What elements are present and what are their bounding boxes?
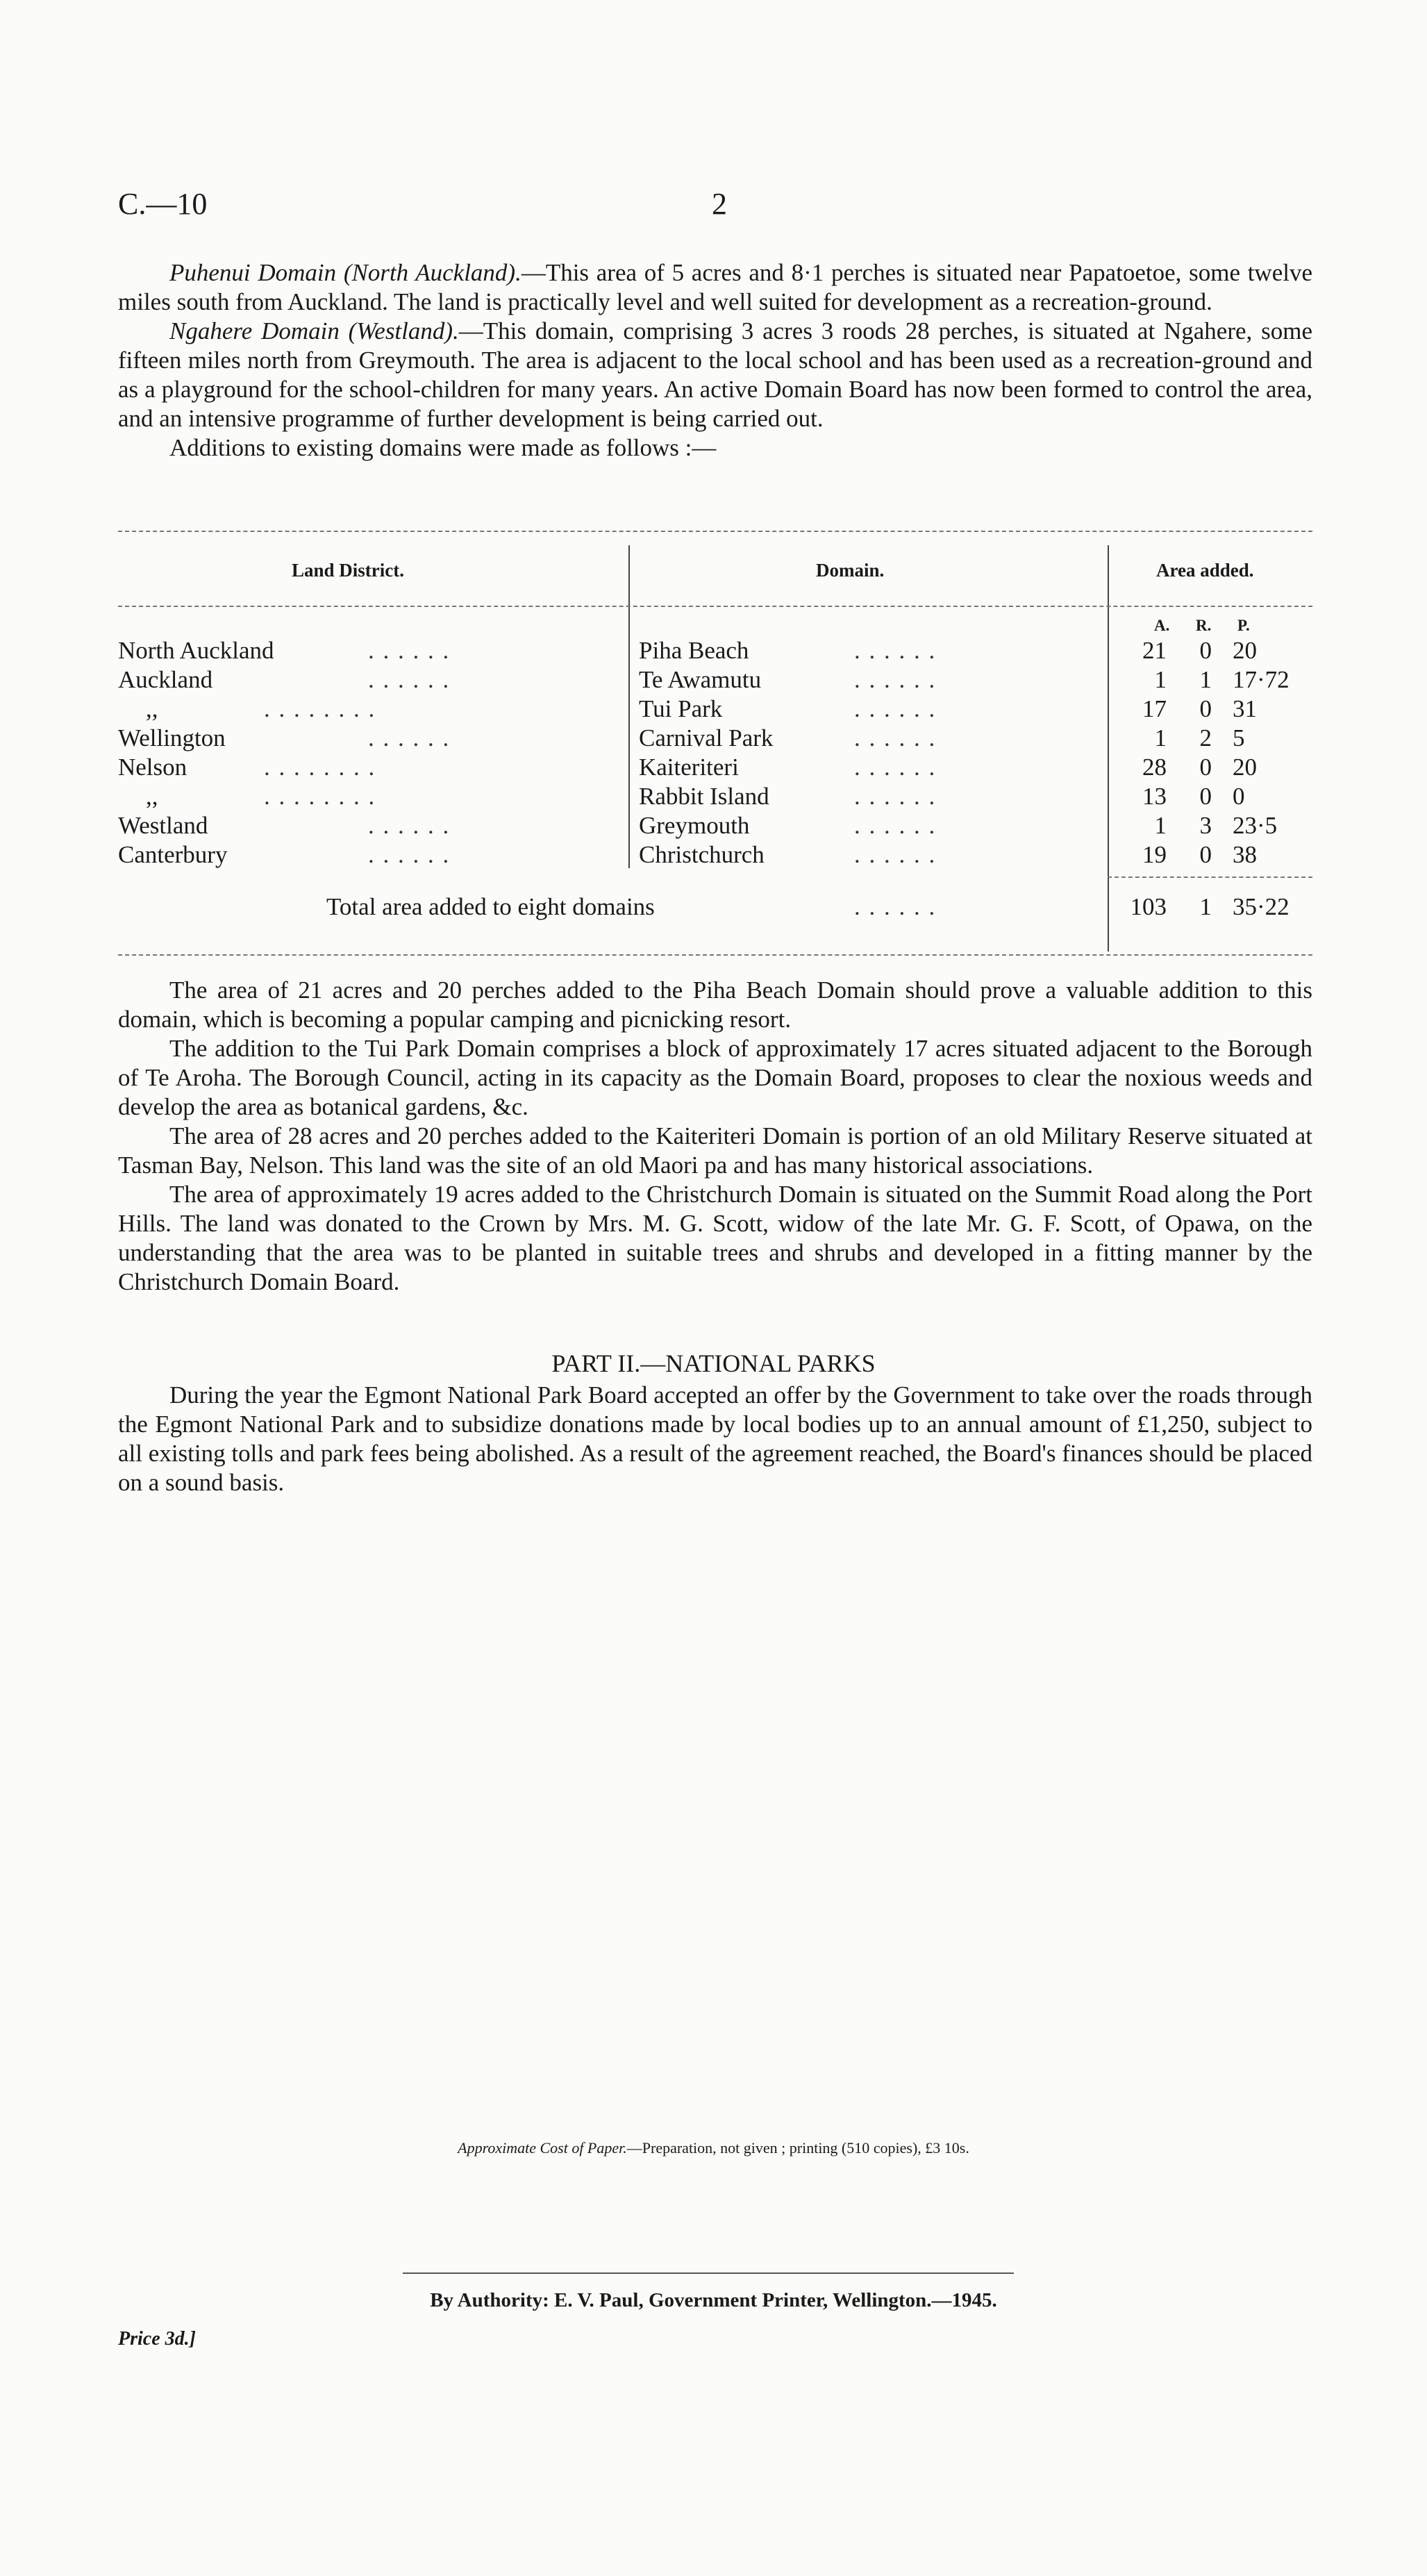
document-code: C.—10 xyxy=(118,187,208,221)
land-district: Canterbury xyxy=(118,841,228,868)
authority-line: By Authority: E. V. Paul, Government Printer, Wellington.—1945. xyxy=(430,2289,997,2311)
table-header-rule xyxy=(118,606,1312,607)
leader-dots: . . . . . . xyxy=(854,841,937,868)
acres: 28 xyxy=(1142,754,1167,781)
puhenui-text: —This area of 5 acres and 8·1 perches is situated near Papatoetoe, some twelve miles south from Auckland. The land is practically level and well suited for development as a recreation-ground. xyxy=(118,259,1312,315)
perches: 17·72 xyxy=(1233,666,1290,693)
header-divider-2 xyxy=(1108,545,1109,615)
acres: 1 xyxy=(1154,666,1167,693)
acres: 19 xyxy=(1142,841,1167,868)
domain-name: Greymouth xyxy=(639,812,750,839)
col-area-added: Area added. xyxy=(1156,560,1254,581)
leader-dots: . . . . . . xyxy=(368,666,451,693)
table-row xyxy=(118,724,1312,754)
table-row xyxy=(118,637,1312,666)
roods: 0 xyxy=(1199,637,1212,664)
egmont-paragraph: During the year the Egmont National Park Board accepted an offer by the Government to take over the roads through the Egmont National Park and to subsidize donations made by local bodies up to an annual amount of £1,250, subject to all existing tolls and park fees being abolished. As a result of the agreement reached, the Board's finances should be placed on a sound basis. xyxy=(118,1381,1312,1496)
leader-dots: . . . . . . xyxy=(368,724,451,751)
total-roods: 1 xyxy=(1199,893,1212,920)
roods: 1 xyxy=(1199,666,1212,693)
additions-intro: Additions to existing domains were made as follows :— xyxy=(169,434,717,461)
perches: 23·5 xyxy=(1233,812,1278,839)
leader-dots: . . . . . . xyxy=(854,695,937,722)
domain-name: Te Awamutu xyxy=(639,666,762,693)
perches: 20 xyxy=(1233,754,1257,781)
acres: 17 xyxy=(1142,695,1167,722)
puhenui-paragraph xyxy=(118,258,1312,317)
ngahere-paragraph xyxy=(118,317,1312,433)
perches: 5 xyxy=(1233,724,1245,751)
domain-name: Tui Park xyxy=(639,695,723,722)
table-row xyxy=(118,754,1312,783)
roods: 0 xyxy=(1199,841,1212,868)
total-acres: 103 xyxy=(1130,893,1167,920)
leader-dots: . . . . . . xyxy=(368,812,451,839)
sub-roods: R. xyxy=(1196,617,1212,634)
acres: 1 xyxy=(1154,724,1167,751)
sub-acres: A. xyxy=(1154,617,1170,634)
kaiteriteri-paragraph: The area of 28 acres and 20 perches added to the Kaiteriteri Domain is portion of an old Military Reserve situated at Tasman Bay, Nelson. This land was the site of an old Maori pa and has many historical associations. xyxy=(118,1122,1312,1179)
leader-dots: . . . . . . xyxy=(854,812,937,839)
domain-name: Christchurch xyxy=(639,841,765,868)
land-district: Wellington xyxy=(118,724,226,751)
cost-text: —Preparation, not given ; printing (510 copies), £3 10s. xyxy=(626,2139,969,2157)
land-district: ,, xyxy=(146,695,158,722)
perches: 31 xyxy=(1233,695,1257,722)
puhenui-title: Puhenui Domain (North Auckland). xyxy=(169,259,521,286)
footer-rule xyxy=(403,2272,1014,2274)
leader-dots: . . . . . . xyxy=(368,637,451,664)
acres: 21 xyxy=(1142,637,1167,664)
land-district: Nelson xyxy=(118,754,187,781)
total-label: Total area added to eight domains xyxy=(326,893,655,920)
leader-dots: . . . . . . . . xyxy=(264,783,376,810)
leader-dots: . . . . . . xyxy=(854,666,937,693)
cost-note xyxy=(0,2139,1427,2157)
part-two-section xyxy=(118,1381,1312,1497)
perches: 0 xyxy=(1233,783,1245,810)
land-district: North Auckland xyxy=(118,637,274,664)
intro-section xyxy=(118,258,1312,463)
total-row xyxy=(118,893,1312,922)
acres: 1 xyxy=(1154,812,1167,839)
roods: 0 xyxy=(1199,754,1212,781)
perches: 38 xyxy=(1233,841,1257,868)
table-bottom-rule xyxy=(118,954,1312,956)
header-divider-1 xyxy=(628,545,630,615)
cost-label: Approximate Cost of Paper. xyxy=(458,2139,627,2157)
page-number: 2 xyxy=(712,187,727,221)
ngahere-text: —This domain, comprising 3 acres 3 roods 28 perches, is situated at Ngahere, some fifteen miles north from Greymouth. The area is adjacent to the local school and has been used as a recreation-ground and as a playground for the school-children for many years. An active Domain Board has now been formed to control the area, and an intensive programme of further development is being carried out. xyxy=(118,317,1312,432)
domain-name: Piha Beach xyxy=(639,637,749,664)
leader-dots: . . . . . . . . xyxy=(264,695,376,722)
leader-dots: . . . . . . xyxy=(854,724,937,751)
tui-park-paragraph: The addition to the Tui Park Domain comprises a block of approximately 17 acres situated adjacent to the Borough of Te Aroha. The Borough Council, acting in its capacity as the Domain Board, proposes to clear the noxious weeds and develop the area as botanical gardens, &c. xyxy=(118,1035,1312,1120)
price: Price 3d.] xyxy=(118,2328,196,2350)
land-district: Auckland xyxy=(118,666,213,693)
table-row xyxy=(118,666,1312,695)
roods: 0 xyxy=(1199,783,1212,810)
col-domain: Domain. xyxy=(816,560,885,581)
ngahere-title: Ngahere Domain (Westland). xyxy=(169,317,459,344)
leader-dots: . . . . . . xyxy=(854,893,937,920)
leader-dots: . . . . . . xyxy=(854,754,937,781)
domain-name: Carnival Park xyxy=(639,724,774,751)
roods: 3 xyxy=(1199,812,1212,839)
table-row xyxy=(118,695,1312,724)
land-district: ,, xyxy=(146,783,158,810)
table-row xyxy=(118,841,1312,870)
domain-name: Kaiteriteri xyxy=(639,754,739,781)
leader-dots: . . . . . . xyxy=(854,783,937,810)
table-top-rule xyxy=(118,531,1312,532)
table-row xyxy=(118,812,1312,841)
table-row xyxy=(118,783,1312,812)
piha-paragraph: The area of 21 acres and 20 perches added to the Piha Beach Domain should prove a valuable addition to this domain, which is becoming a popular camping and picnicking resort. xyxy=(118,977,1312,1033)
land-district: Westland xyxy=(118,812,208,839)
roods: 0 xyxy=(1199,695,1212,722)
leader-dots: . . . . . . xyxy=(854,637,937,664)
part-two-heading: PART II.—NATIONAL PARKS xyxy=(551,1349,876,1377)
total-perches: 35·22 xyxy=(1233,893,1290,920)
roods: 2 xyxy=(1199,724,1212,751)
christchurch-paragraph: The area of approximately 19 acres added to the Christchurch Domain is situated on the Summit Road along the Port Hills. The land was donated to the Crown by Mrs. M. G. Scott, widow of the late Mr. G. F. Scott, of Opawa, on the understanding that the area was to be planted in suitable trees and shrubs and developed in a fitting manner by the Christchurch Domain Board. xyxy=(118,1181,1312,1295)
leader-dots: . . . . . . . . xyxy=(264,754,376,781)
body-section xyxy=(118,976,1312,1297)
sub-perches: P. xyxy=(1237,617,1250,634)
domain-name: Rabbit Island xyxy=(639,783,769,810)
perches: 20 xyxy=(1233,637,1257,664)
leader-dots: . . . . . . xyxy=(368,841,451,868)
total-rule xyxy=(1108,876,1312,878)
acres: 13 xyxy=(1142,783,1167,810)
col-land-district: Land District. xyxy=(292,560,404,581)
